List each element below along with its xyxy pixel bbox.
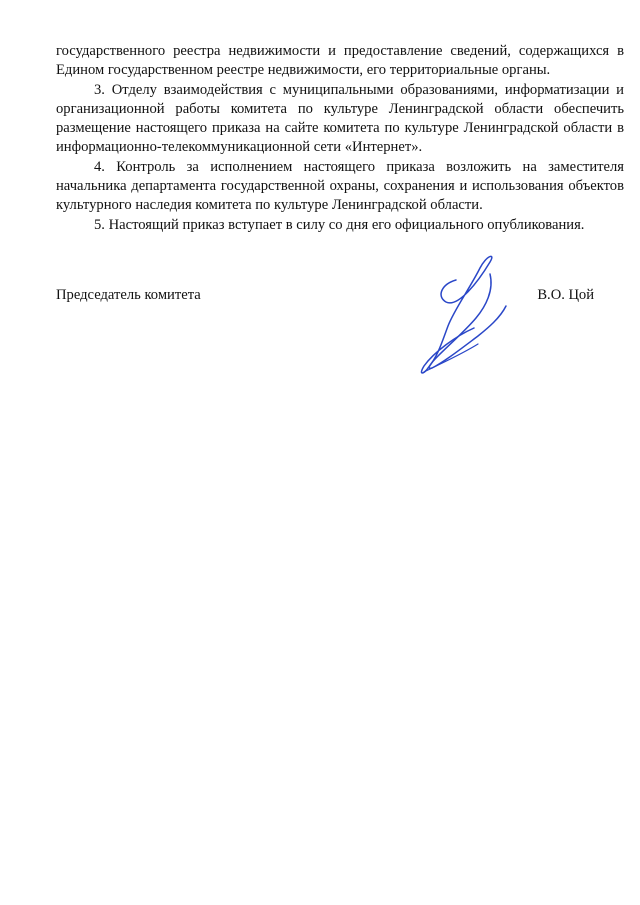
paragraph-4: 4. Контроль за исполнением настоящего приказа возложить на заместителя начальника департамента государственной охраны, сохранения и использования объектов культурного наследия комитета по культуре Ленинградской области. [56,158,624,214]
document-body [56,42,624,235]
handwritten-signature [404,244,534,382]
paragraph-3: 3. Отделу взаимодействия с муниципальными образованиями, информатизации и организационной работы комитета по культуре Ленинградской области обеспечить размещение настоящего приказа на сайте комитета по культуре Ленинградской области в информационно-телекоммуникационной сети «Интернет». [56,81,624,156]
signature-stroke-loop [429,274,506,368]
paragraph-continuation: государственного реестра недвижимости и предоставление сведений, содержащихся в Едином государственном реестре недвижимости, его территориальные органы. [56,43,624,79]
signatory-title: Председатель комитета [56,287,201,303]
signature-stroke-tail [424,344,478,372]
signatory-name: В.О. Цой [537,287,594,303]
paragraph-5: 5. Настоящий приказ вступает в силу со дня его официального опубликования. [94,216,585,233]
